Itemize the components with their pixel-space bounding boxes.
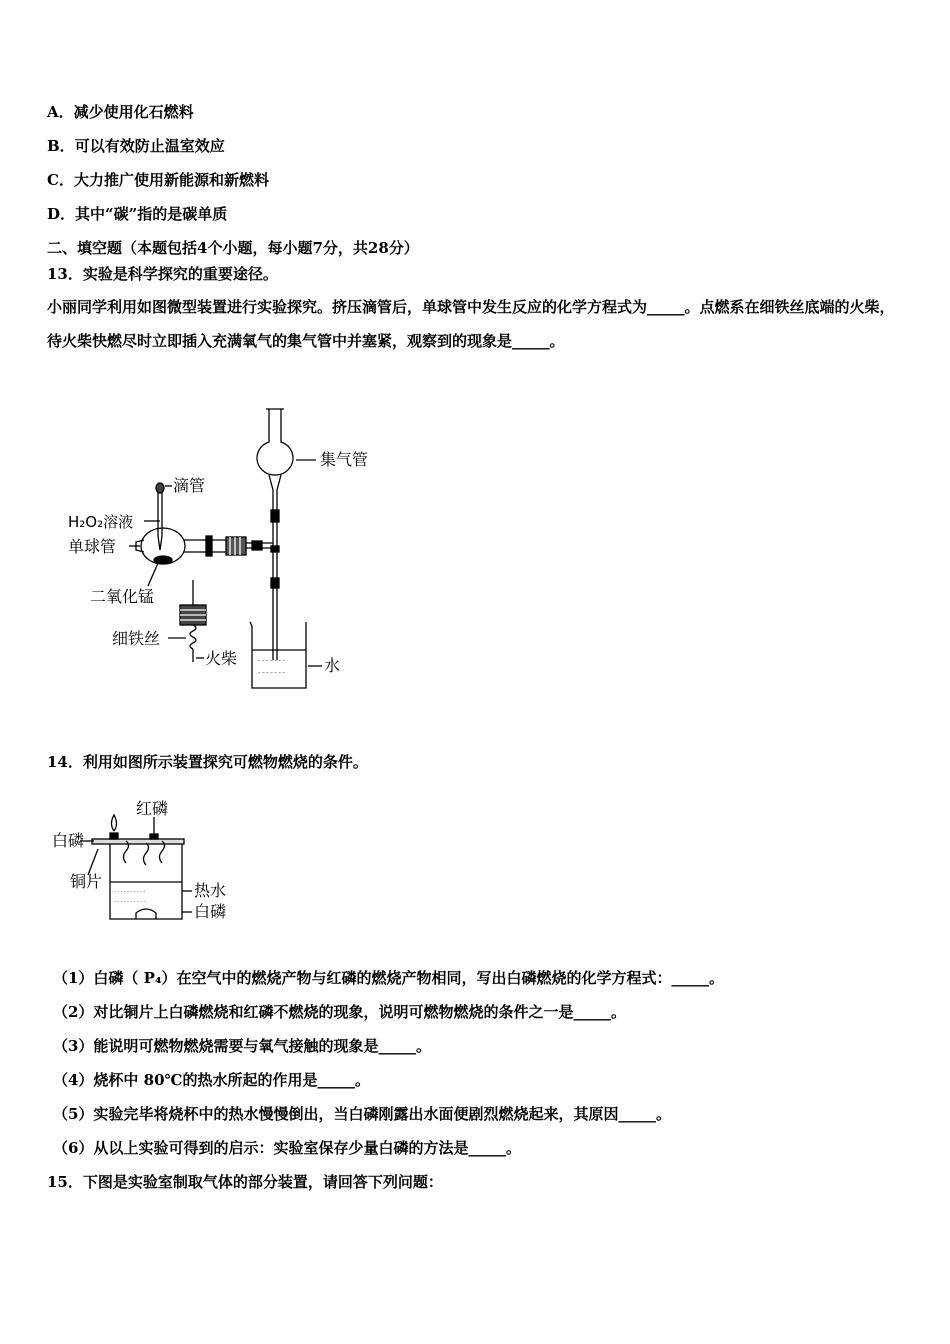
q14-sub-2: （2）对比铜片上白磷燃烧和红磷不燃烧的现象，说明可燃物燃烧的条件之一是_____。 [53, 1003, 626, 1021]
q14-title: 14．利用如图所示装置探究可燃物燃烧的条件。 [47, 753, 368, 771]
q13-title: 13．实验是科学探究的重要途径。 [47, 265, 278, 283]
label-match: 火柴 [205, 649, 238, 668]
q14-sub-4: （4）烧杯中 80℃的热水所起的作用是_____。 [53, 1071, 371, 1089]
label-dropper: 滴管 [173, 476, 206, 495]
svg-text:– – – – – – –: – – – – – – – [258, 670, 286, 676]
option-a: A．减少使用化石燃料 [47, 103, 194, 121]
label-hot-water: 热水 [194, 881, 227, 900]
figure-apparatus [60, 400, 400, 700]
q14-sub-5: （5）实验完毕将烧杯中的热水慢慢倒出，当白磷刚露出水面便剧烈燃烧起来，其原因_____。 [53, 1105, 671, 1123]
figure-combustion [50, 795, 240, 930]
q13-body: 小丽同学利用如图微型装置进行实验探究。挤压滴管后，单球管中发生反应的化学方程式为_____。点燃系在细铁丝底端的火柴，待火柴快燃尽时立即插入充满氧气的集气管中并塞紧，观察到的现象是_____。 [47, 298, 895, 350]
label-h2o2: H₂O₂溶液 [68, 513, 134, 531]
label-iron-wire: 细铁丝 [112, 629, 161, 648]
option-d: D．其中“碳”指的是碳单质 [47, 205, 228, 223]
svg-text:– – – – – – – – – –: – – – – – – – – – – [114, 889, 146, 894]
label-white-phosphorus-bottom: 白磷 [194, 902, 227, 921]
svg-text:– – – – – – –: – – – – – – – [258, 658, 286, 664]
label-red-phosphorus: 红磷 [136, 799, 169, 818]
q15-title: 15．下图是实验室制取气体的部分装置，请回答下列问题： [47, 1173, 443, 1191]
label-white-phosphorus-top: 白磷 [52, 831, 85, 850]
label-gas-tube: 集气管 [320, 450, 369, 469]
q14-sub-3: （3）能说明可燃物燃烧需要与氧气接触的现象是_____。 [53, 1037, 431, 1055]
option-b: B．可以有效防止温室效应 [47, 137, 225, 155]
q14-sub-6: （6）从以上实验可得到的启示：实验室保存少量白磷的方法是_____。 [53, 1139, 521, 1157]
svg-text:– – – – – – – – – –: – – – – – – – – – – [114, 899, 146, 904]
label-water: 水 [324, 656, 341, 675]
q14-sub-1: （1）白磷（ P₄）在空气中的燃烧产物与红磷的燃烧产物相同，写出白磷燃烧的化学方程式：_____。 [53, 969, 725, 987]
section-heading: 二、填空题（本题包括4个小题，每小题7分，共28分） [47, 239, 419, 257]
label-bulb-tube: 单球管 [68, 537, 117, 556]
option-c: C．大力推广使用新能源和新燃料 [47, 171, 269, 189]
label-mno2: 二氧化锰 [90, 587, 155, 606]
label-copper-sheet: 铜片 [70, 872, 103, 891]
